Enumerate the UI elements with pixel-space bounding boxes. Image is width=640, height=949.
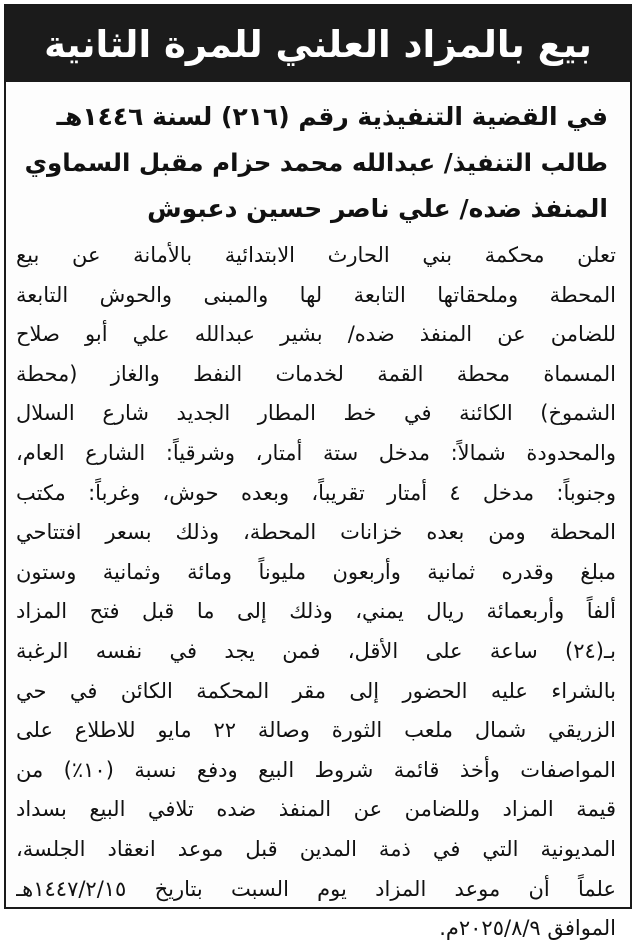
- body-line: بالشراء عليه الحضور إلى مقر المحكمة الكائن في حي: [16, 678, 616, 703]
- body-line: المواصفات وأخذ قائمة شروط البيع ودفع نسبة (١٠٪) من: [16, 757, 616, 782]
- body-line: الزريقي شمال ملعب الثورة وصالة ٢٢ مايو للاطلاع على: [16, 718, 616, 743]
- body-line: قيمة المزاد وللضامن عن المنفذ ضده تلافي البيع بسداد: [16, 797, 616, 822]
- body-line: والمحدودة شمالاً: مدخل ستة أمتار، وشرقياً: الشارع العام،: [16, 440, 616, 465]
- body-line: علماً أن موعد المزاد يوم السبت بتاريخ ١٤٤٧/٢/١٥هـ: [16, 876, 616, 901]
- notice-title: بيع بالمزاد العلني للمرة الثانية: [44, 22, 592, 66]
- auction-notice: [4, 4, 632, 941]
- case-number-line: في القضية التنفيذية رقم (٢١٦) لسنة ١٤٤٦هـ: [56, 102, 608, 131]
- body-line-date: الموافق ٢٠٢٥/٨/٩م.: [439, 916, 616, 941]
- body-line: المحطة ومن بعده خزانات المحطة، وذلك بسعر افتتاحي: [16, 520, 616, 545]
- body-line: تعلن محكمة بني الحارث الابتدائية بالأمانة عن بيع: [16, 243, 616, 267]
- defendant-line: المنفذ ضده/ علي ناصر حسين دعبوش: [147, 194, 608, 223]
- body-line: ألفاً وأربعمائة ريال يمني، وذلك إلى ما قبل فتح المزاد: [16, 599, 616, 624]
- body-line: مبلغ وقدره ثمانية وأربعون مليوناً ومائة وثمانية وستون: [16, 559, 616, 584]
- body-line: المديونية التي في ذمة المدين قبل موعد انعقاد الجلسة،: [16, 836, 616, 861]
- body-line: بـ(٢٤) ساعة على الأقل، فمن يجد في نفسه الرغبة: [16, 638, 616, 663]
- body-line: وجنوباً: مدخل ٤ أمتار تقريباً، وبعده حوش، وغرباً: مكتب: [16, 480, 616, 505]
- case-header: [18, 94, 608, 232]
- body-line: المحطة وملحقاتها التابعة لها والمبنى والحوش التابعة: [16, 282, 616, 307]
- body-line: المسماة محطة القمة لخدمات النفط والغاز (محطة: [16, 361, 616, 386]
- body-line: الشموخ) الكائنة في خط المطار الجديد شارع السلال: [16, 401, 616, 426]
- title-bar: [6, 6, 630, 82]
- body-line: للضامن عن المنفذ ضده/ بشير عبدالله علي أبو صلاح: [16, 322, 616, 347]
- notice-body: [16, 236, 616, 949]
- claimant-line: طالب التنفيذ/ عبدالله محمد حزام مقبل السماوي: [24, 148, 608, 177]
